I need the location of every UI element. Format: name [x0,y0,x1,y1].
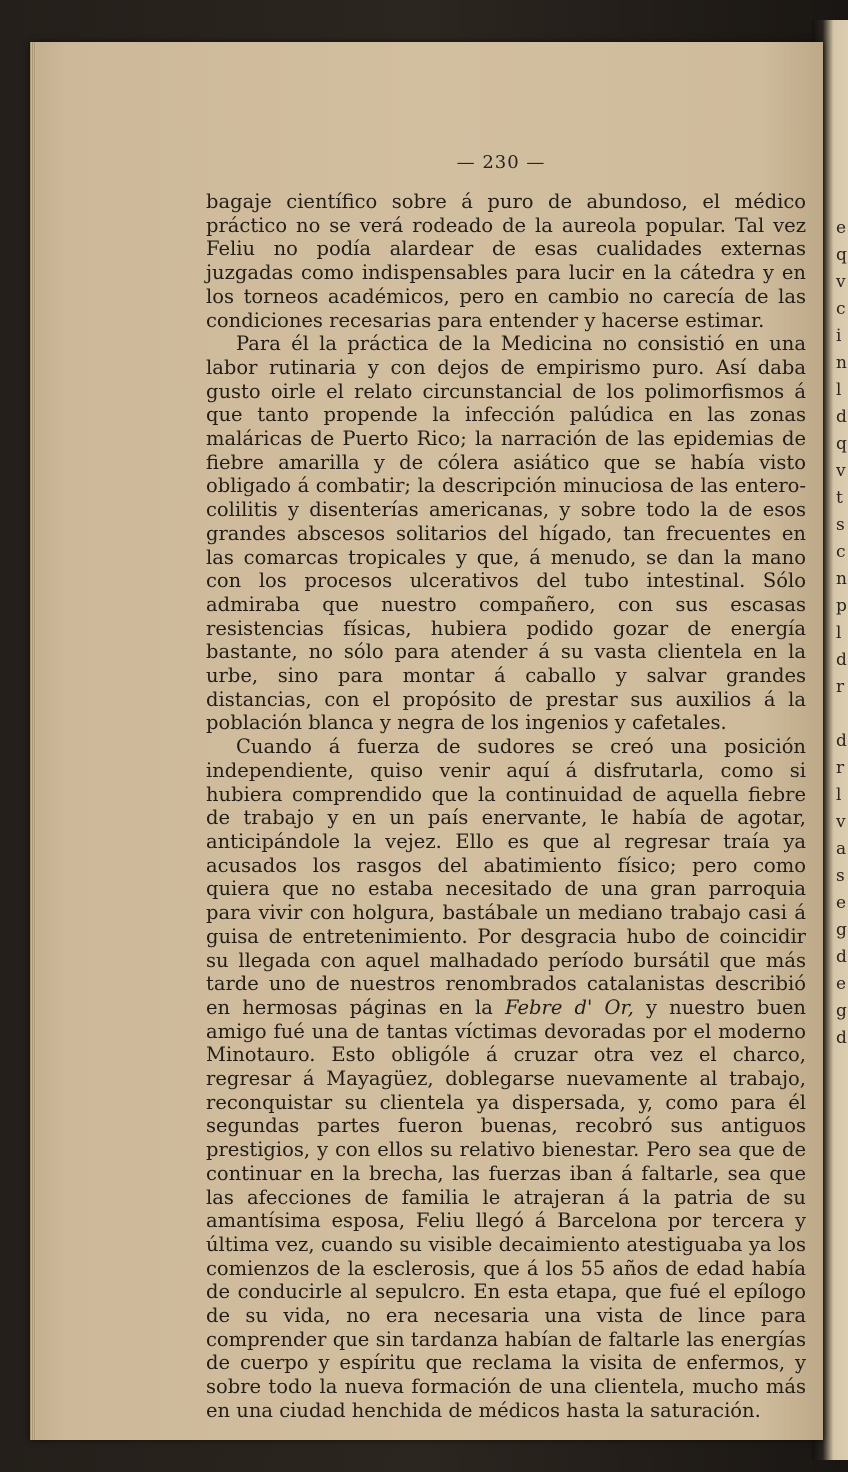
facing-page-letter: c [836,542,846,562]
facing-page-letters [836,215,848,1052]
facing-page-letter: c [836,299,846,319]
facing-page-letter: g [836,1001,847,1021]
facing-page-letter [836,701,848,728]
facing-page-letter: t [836,488,843,508]
page-number: — 230 — [456,152,546,173]
facing-page-letter: v [836,272,846,292]
paragraph-text: Cuando á fuerza de sudores se creó una posición independiente, quiso venir aquí á disfrutarla, como si hubiera comprendido que la continuidad de aquella fiebre de trabajo y en un país enervante, le había de agotar, anticipándole la vejez. Ello es que al regresar traía ya acusados los rasgos del abatimiento físico; pero como quiera que no estaba necesitado de una gran parroquia para vivir con holgura, bastábale un mediano trabajo casi á guisa de entretenimiento. Por desgracia hubo de coincidir su llegada con aquel malhadado período bursátil que más tarde uno de nuestros renombrados catalanistas describió en hermosas páginas en la [206,735,806,1019]
paragraph-3 [206,735,806,1422]
facing-page-letter: g [836,920,847,940]
facing-page-letter: q [836,434,847,454]
facing-page-letter: l [836,623,842,643]
facing-page-letter: r [836,677,845,697]
paragraph-text: y nuestro buen amigo fué una de tantas víctimas devoradas por el moderno Minotauro. Esto obligóle á cruzar otra vez el charco, regresar á Mayagüez, doblegarse nuevamente al trabajo, reconquistar su clientela ya dispersada, y, como para él segundas partes fueron buenas, recobró sus antiguos prestigios, y con ellos su relativo bienestar. Pero sea que de continuar en la brecha, las fuerzas iban á faltarle, sea que las afecciones de familia le atrajeran á la patria de su amantísima esposa, Feliu llegó á Barcelona por tercera y última vez, cuando su visible decaimiento atestiguaba ya los comienzos de la esclerosis, que á los 55 años de edad había de conducirle al sepulcro. En esta etapa, que fué el epílogo de su vida, no era necesaria una vista de lince para comprender que sin tardanza habían de faltarle las energías de cuerpo y espíritu que reclama la visita de enfermos, y sobre todo la nueva formación de una clientela, mucho más en una ciudad henchida de médicos hasta la saturación. [206,995,806,1422]
facing-page-letter: s [836,866,845,886]
paragraph-text: bagaje científico sobre á puro de abundoso, el médico práctico no se verá rodeado de la aureola popular. Tal vez Feliu no podía alardear de esas cualidades externas juzgadas como indispensables para lucir en la cátedra y en los torneos académicos, pero en cambio no carecía de las condiciones recesarias para entender y hacerse estimar. [206,190,806,332]
facing-page-letter: l [836,785,842,805]
facing-page-letter: d [836,650,847,670]
facing-page-letter: e [836,893,847,913]
paragraph-1 [206,190,806,332]
facing-page-letter: l [836,380,842,400]
facing-page-letter: d [836,1028,847,1048]
facing-page-letter: n [836,353,847,373]
facing-page-letter: e [836,974,847,994]
facing-page-letter: d [836,731,847,751]
facing-page-letter: v [836,461,846,481]
facing-page-letter: n [836,569,847,589]
facing-page-letter: s [836,515,845,535]
paragraph-text: Para él la práctica de la Medicina no consistió en una labor rutinaria y con dejos de empirismo puro. Así daba gusto oirle el relato circunstancial de los polimorfismos á que tanto propende la infección palúdica en las zonas maláricas de Puerto Rico; la narración de las epidemias de fiebre amarilla y de cólera asiático que se había visto obligado á combatir; la descripción minuciosa de las entero-colilitis y disenterías americanas, y sobre todo la de esos grandes abscesos solitarios del hígado, tan frecuentes en las comarcas tropicales y que, á menudo, se dan la mano con los procesos ulcerativos del tubo intestinal. Sólo admiraba que nuestro compañero, con sus escasas resistencias físicas, hubiera podido gozar de energía bastante, no sólo para atender á su vasta clientela en la urbe, sino para montar á caballo y salvar grandes distancias, con el propósito de prestar sus auxilios á la población blanca y negra de los ingenios y cafetales. [206,332,806,735]
page-stack-edge [30,42,36,1440]
facing-page-letter: d [836,947,847,967]
facing-page-letter: i [836,326,842,346]
facing-page-letter: a [836,839,847,859]
facing-page-letter: r [836,758,845,778]
body-text [206,190,806,1423]
paragraph-2 [206,332,806,735]
facing-page-letter: e [836,218,847,238]
facing-page-letter: q [836,245,847,265]
facing-page-letter: v [836,812,846,832]
facing-page-letter: d [836,407,847,427]
facing-page-letter: p [836,596,847,616]
italic-title: Febre d' Or, [505,995,634,1019]
